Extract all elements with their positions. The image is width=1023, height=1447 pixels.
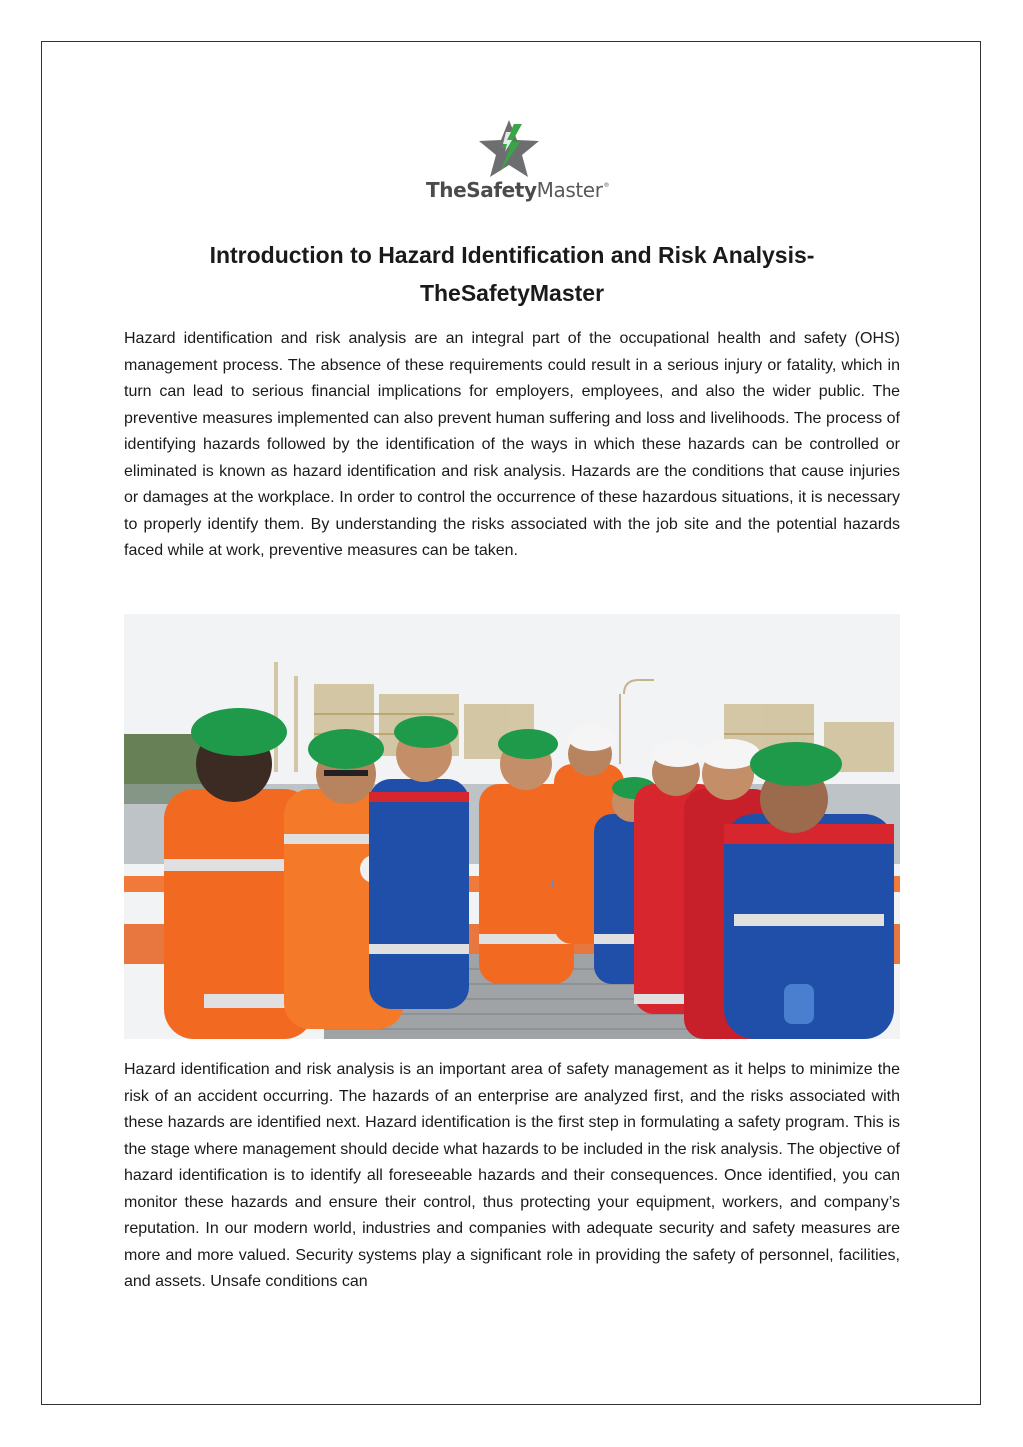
brand-light-text: Master — [536, 178, 603, 202]
body-paragraph-2: Hazard identification and risk analysis is an important area of safety management as it helps to minimize the risk of an accident occurring. The hazards of an enterprise are analyzed first, and the risks associated with these hazards are identified next. Hazard identification is the first step in formulating a safety program. This is the stage where management should decide what hazards to be included in the risk analysis. The objective of hazard identification is to identify all foreseeable hazards and their consequences. Once identified, you can monitor these hazards and ensure their control, thus protecting your equipment, workers, and company’s reputation. In our modern world, industries and companies with adequate security and safety measures are more and more valued. Security systems play a significant role in providing the safety of personnel, facilities, and assets. Unsafe conditions can — [124, 1061, 900, 1290]
page-title: Introduction to Hazard Identification and Risk Analysis- TheSafetyMaster — [209, 242, 815, 306]
brand-bold-text: TheSafety — [426, 178, 537, 202]
trademark-mark: ® — [603, 182, 610, 189]
brand-wordmark — [426, 178, 610, 202]
star-logo-icon — [476, 118, 542, 180]
brand-logo — [418, 118, 608, 210]
industrial-workers-photo — [124, 614, 900, 1039]
workers-photo — [124, 614, 900, 1039]
body-paragraph-1: Hazard identification and risk analysis are an integral part of the occupational health and safety (OHS) management process. The absence of these requirements could result in a serious injury or fatality, which in turn can lead to serious financial implications for employers, employees, and also the wider public. The preventive measures implemented can also prevent human suffering and loss and livelihoods. The process of identifying hazards followed by the identification of the ways in which these hazards can be controlled or eliminated is known as hazard identification and risk analysis. Hazards are the conditions that cause injuries or damages at the workplace. In order to control the occurrence of these hazardous situations, it is necessary to properly identify them. By understanding the risks associated with the job site and the potential hazards faced while at work, preventive measures can be taken. — [124, 330, 900, 559]
